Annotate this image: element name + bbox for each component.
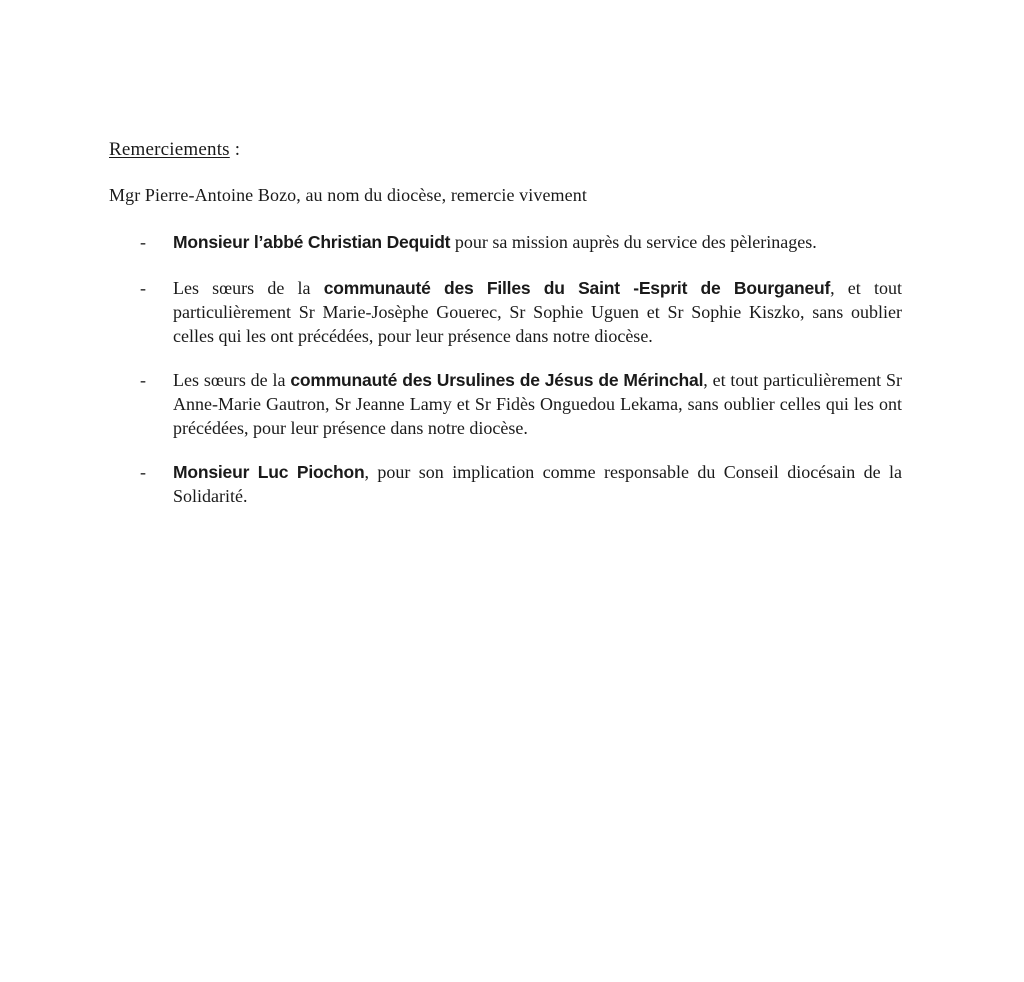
item-bold-text: Monsieur Luc Piochon	[173, 462, 365, 482]
thanks-list	[140, 230, 902, 528]
heading-title: Remerciements	[109, 139, 230, 160]
heading-suffix: :	[229, 139, 241, 160]
intro-paragraph: Mgr Pierre-Antoine Bozo, au nom du diocèse, remercie vivement	[109, 185, 587, 205]
page-heading	[109, 139, 240, 161]
item-post-text: , et tout particulièrement Sr Anne-Marie Gautron, Sr Jeanne Lamy et Sr Fidès Onguedou Lekama, sans oublier celles qui les ont précédées, pour leur présence dans notre diocèse.	[173, 370, 903, 438]
list-dash: -	[140, 278, 146, 298]
item-pre-text: Les sœurs de la	[173, 370, 291, 390]
item-post-text: , pour son implication comme responsable du Conseil diocésain de la Solidarité.	[173, 462, 902, 506]
list-item	[140, 460, 902, 508]
item-post-text: , et tout particulièrement Sr Marie-Josèphe Gouerec, Sr Sophie Uguen et Sr Sophie Kiszko, sans oublier celles qui les ont précédées, pour leur présence dans notre diocèse.	[173, 278, 902, 346]
list-dash: -	[140, 370, 146, 390]
item-pre-text: Les sœurs de la	[173, 278, 324, 298]
item-post-text: pour sa mission auprès du service des pèlerinages.	[450, 232, 817, 252]
item-bold-text: communauté des Filles du Saint -Esprit de Bourganeuf	[323, 278, 831, 298]
list-dash: -	[140, 462, 146, 482]
item-bold-text: communauté des Ursulines de Jésus de Mérinchal	[290, 370, 704, 390]
list-item	[140, 230, 902, 254]
item-bold-text: Monsieur l’abbé Christian Dequidt	[173, 232, 451, 252]
list-dash: -	[140, 232, 146, 252]
list-item	[140, 368, 902, 440]
list-item	[140, 276, 902, 348]
